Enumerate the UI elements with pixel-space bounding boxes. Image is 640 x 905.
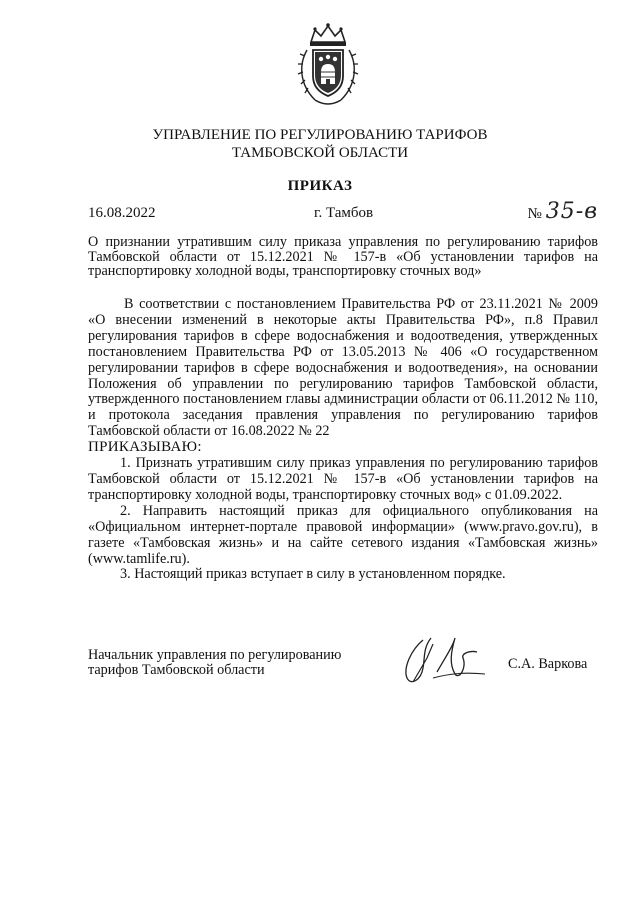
organization-line-2: ТАМБОВСКОЙ ОБЛАСТИ: [231, 145, 409, 161]
signatory-name: С.А. Варкова: [508, 656, 588, 672]
organization-line-1: УПРАВЛЕНИЕ ПО РЕГУЛИРОВАНИЮ ТАРИФОВ: [152, 127, 488, 143]
order-item-1: 1. Признать утратившим силу приказ управления по регулированию тарифов Тамбовской области от 15.12.2021 № 157-в «Об установлении тарифов на транспортировку холодной воды, транспортировку сточных вод» с 01.09.2022.: [88, 455, 598, 503]
document-body: [88, 297, 598, 583]
document-date: 16.08.2022: [88, 205, 156, 221]
document-subject: О признании утратившим силу приказа управления по регулированию тарифов Тамбовской области от 15.12.2021 № 157-в «Об установлении тарифов на транспортировку холодной воды, транспортировку сточных вод»: [88, 234, 598, 279]
preamble-paragraph: В соответствии с постановлением Правительства РФ от 23.11.2021 № 2009 «О внесении изменений в некоторые акты Правительства РФ», п.8 Правил регулирования тарифов в сфере водоснабжения и водоотведения, утвержденных постановлением Правительства РФ от 13.05.2013 № 406 «О государственном регулировании тарифов в сфере водоснабжения и водоотведения», на основании Положения об управлении по регулированию тарифов Тамбовской области, утвержденного постановлением главы администрации области от 06.11.2012 № 110, и протокола заседания правления управления по регулированию тарифов Тамбовской области от 16.08.2022 № 22: [88, 296, 598, 440]
document-number: [527, 199, 598, 224]
order-item-3: 3. Настоящий приказ вступает в силу в установленном порядке.: [120, 566, 506, 583]
tambov-coat-of-arms-icon: [297, 22, 359, 108]
order-item-2: 2. Направить настоящий приказ для официального опубликования на «Официальном интернет-портале правовой информации» (www.pravo.gov.ru), в газете «Тамбовская жизнь» и на сайте сетевого издания «Тамбовская жизнь» (www.tamlife.ru).: [88, 502, 598, 567]
handwritten-signature-icon: [393, 628, 493, 688]
document-meta-row: [88, 199, 598, 229]
signatory-title-line-1: Начальник управления по регулированию: [88, 647, 342, 663]
document-type-title: ПРИКАЗ: [287, 178, 353, 194]
organization-name: [0, 126, 640, 162]
document-city: г. Тамбов: [314, 205, 374, 221]
signatory-title: [88, 648, 388, 677]
order-word: ПРИКАЗЫВАЮ:: [88, 439, 202, 456]
order-items: [88, 456, 598, 583]
number-sign: №: [527, 206, 542, 222]
handwritten-number: 35-в: [545, 199, 598, 224]
signatory-title-line-2: тарифов Тамбовской области: [88, 661, 265, 678]
